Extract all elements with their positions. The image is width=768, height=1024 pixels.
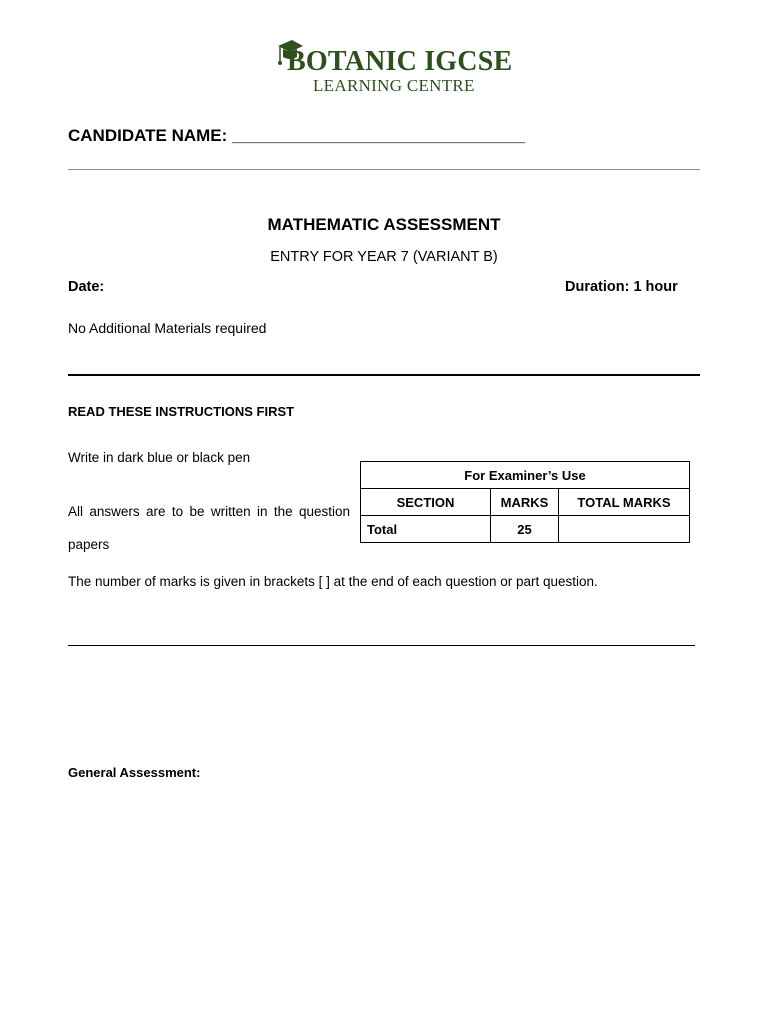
logo [273,38,513,96]
cell-section: Total [361,516,491,543]
duration-label: Duration: 1 hour [565,279,678,295]
header-total-marks: TOTAL MARKS [559,489,690,516]
instruction-marks: The number of marks is given in brackets [ ] at the end of each question or part question. [68,574,598,589]
page-title: MATHEMATIC ASSESSMENT [267,215,501,234]
date-label: Date: [68,279,105,295]
logo-subtitle: LEARNING CENTRE [313,76,475,95]
general-assessment-heading: General Assessment: [68,765,201,780]
candidate-name-field: CANDIDATE NAME: _______________________________ [68,126,526,145]
header-marks: MARKS [491,489,559,516]
logo-title: BOTANIC IGCSE [287,46,513,77]
cell-marks: 25 [491,516,559,543]
materials-note: No Additional Materials required [68,320,267,336]
divider-underscore [68,645,695,646]
header-section: SECTION [361,489,491,516]
instruction-answers: All answers are to be written in the question papers [68,504,350,552]
divider-thick [68,374,700,376]
instructions-heading: READ THESE INSTRUCTIONS FIRST [68,404,295,419]
cell-total-marks [559,516,690,543]
page-subtitle: ENTRY FOR YEAR 7 (VARIANT B) [270,249,498,265]
examiner-table [360,461,690,543]
divider [68,169,700,170]
instruction-pen: Write in dark blue or black pen [68,450,251,465]
examiner-table-caption: For Examiner’s Use [361,462,690,489]
table-row [361,516,690,543]
